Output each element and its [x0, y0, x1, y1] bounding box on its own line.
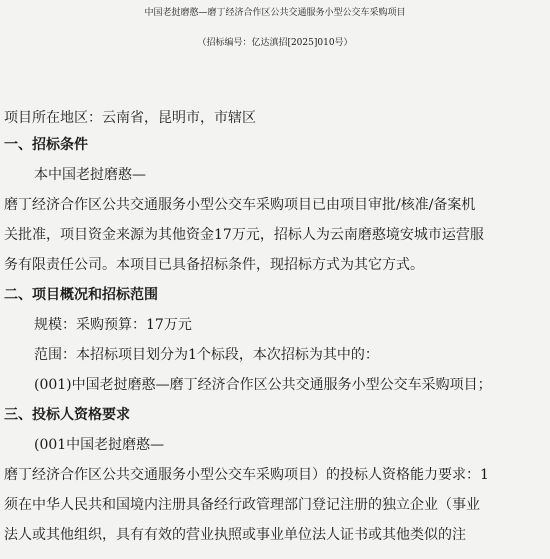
scope-line: 范围：本招标项目划分为1个标段，本次招标为其中的：	[34, 347, 379, 363]
section-3-paragraph-line: (001中国老挝磨憨—	[34, 437, 165, 453]
section-1-paragraph-line: 关批准，项目资金来源为其他资金17万元，招标人为云南磨憨境安城市运营服	[4, 227, 484, 243]
section-3-paragraph-line: 磨丁经济合作区公共交通服务小型公交车采购项目）的投标人资格能力要求：1	[4, 467, 489, 483]
section-3-heading: 三、投标人资格要求	[4, 407, 130, 423]
section-1-paragraph-line: 磨丁经济合作区公共交通服务小型公交车采购项目已由项目审批/核准/备案机	[4, 197, 476, 213]
section-3-paragraph-line: 须在中华人民共和国境内注册具备经行政管理部门登记注册的独立企业（事业	[4, 497, 480, 513]
lot-line: (001)中国老挝磨憨—磨丁经济合作区公共交通服务小型公交车采购项目；	[34, 377, 492, 393]
document-title: 中国老挝磨憨—磨丁经济合作区公共交通服务小型公交车采购项目	[144, 8, 406, 18]
section-2-heading: 二、项目概况和招标范围	[4, 287, 158, 303]
project-location: 项目所在地区：云南省，昆明市，市辖区	[4, 110, 256, 126]
section-1-paragraph-line: 本中国老挝磨憨—	[34, 167, 146, 183]
scale-line: 规模：采购预算：17万元	[34, 317, 192, 333]
section-1-heading: 一、招标条件	[4, 137, 88, 153]
section-1-paragraph-line: 务有限责任公司。本项目已具备招标条件，现招标方式为其它方式。	[4, 257, 424, 273]
bid-number: （招标编号：亿达滇招[2025]010号）	[197, 38, 353, 48]
section-3-paragraph-line: 法人或其他组织，具有有效的营业执照或事业单位法人证书或其他类似的注	[4, 527, 466, 543]
